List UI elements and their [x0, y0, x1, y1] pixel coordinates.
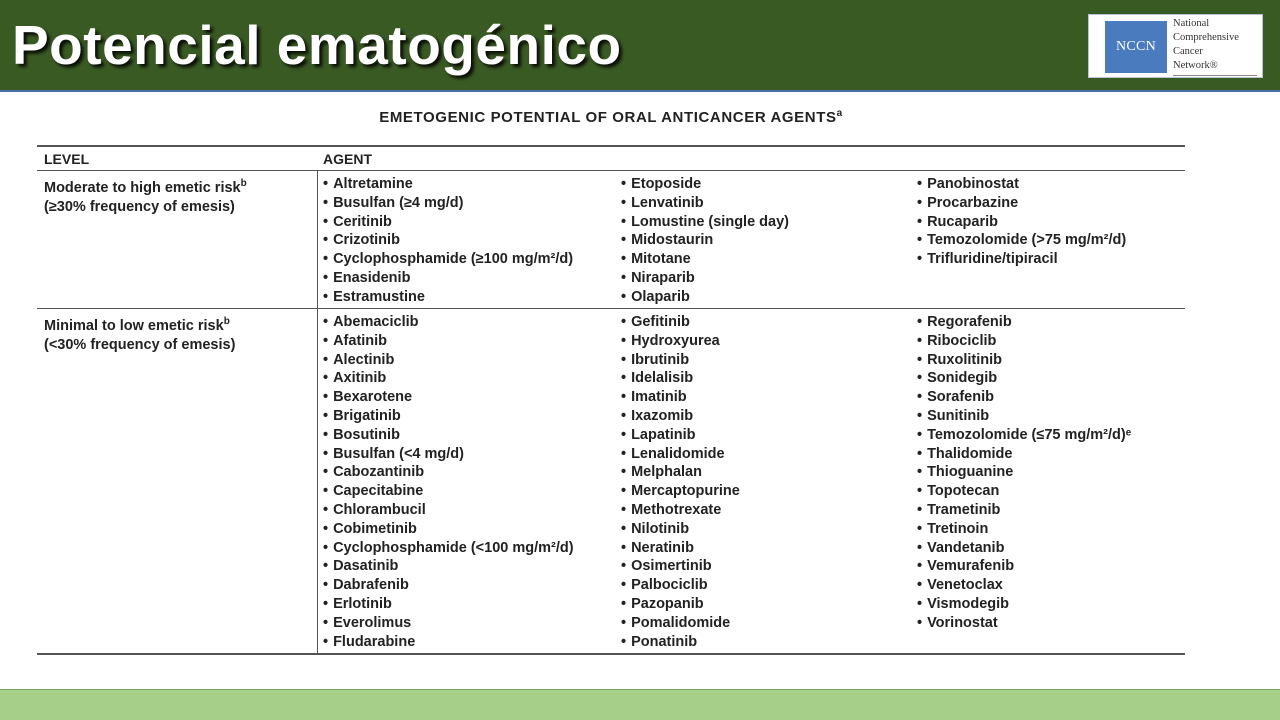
agent-item: • Hydroxyurea [621, 332, 740, 351]
logo-line-1: National [1173, 18, 1210, 29]
agent-item: • Lenalidomide [621, 445, 740, 464]
table-title-footnote: a [836, 108, 843, 119]
logo-underline [1173, 75, 1257, 76]
agent-item: • Everolimus [323, 614, 574, 633]
agent-item: • Lomustine (single day) [621, 213, 789, 232]
header-agent: AGENT [323, 151, 372, 167]
agent-item: • Ibrutinib [621, 351, 740, 370]
agent-item: • Osimertinib [621, 557, 740, 576]
agent-item: • Mercaptopurine [621, 482, 740, 501]
agents-moderate-col3 [917, 175, 1126, 269]
nccn-logo-text [1173, 17, 1263, 73]
agent-item: • Ponatinib [621, 633, 740, 652]
agent-item: • Trifluridine/tipiracil [917, 250, 1126, 269]
agent-item: • Temozolomide (≤75 mg/m²/d)ᵉ [917, 426, 1131, 445]
emetogenic-table [37, 145, 1185, 655]
agent-item: • Sonidegib [917, 369, 1131, 388]
agent-item: • Cobimetinib [323, 520, 574, 539]
agent-item: • Pomalidomide [621, 614, 740, 633]
agent-item: • Dabrafenib [323, 576, 574, 595]
agents-minimal-col2 [621, 313, 740, 651]
level-moderate-high-frequency: (≥30% frequency of emesis) [44, 198, 235, 215]
agent-item: • Afatinib [323, 332, 574, 351]
level-minimal-low-frequency: (<30% frequency of emesis) [44, 336, 236, 353]
agent-item: • Panobinostat [917, 175, 1126, 194]
logo-line-3: Cancer [1173, 46, 1203, 57]
agent-item: • Methotrexate [621, 501, 740, 520]
agent-item: • Idelalisib [621, 369, 740, 388]
agent-item: • Brigatinib [323, 407, 574, 426]
agent-item: • Crizotinib [323, 231, 573, 250]
header-divider [37, 170, 1185, 171]
slide-title: Potencial ematogénico [12, 14, 622, 76]
agent-item: • Vismodegib [917, 595, 1131, 614]
agent-item: • Axitinib [323, 369, 574, 388]
level-moderate-high [44, 174, 314, 217]
agent-item: • Cabozantinib [323, 463, 574, 482]
agent-item: • Venetoclax [917, 576, 1131, 595]
agent-item: • Erlotinib [323, 595, 574, 614]
agent-item: • Dasatinib [323, 557, 574, 576]
agent-item: • Etoposide [621, 175, 789, 194]
level-minimal-low-footnote: b [223, 316, 230, 327]
agent-item: • Palbociclib [621, 576, 740, 595]
agent-item: • Imatinib [621, 388, 740, 407]
agent-item: • Capecitabine [323, 482, 574, 501]
agent-item: • Tretinoin [917, 520, 1131, 539]
agents-minimal-col3 [917, 313, 1131, 633]
level-moderate-high-label: Moderate to high emetic risk [44, 179, 241, 196]
title-bar [0, 0, 1280, 92]
agent-item: • Procarbazine [917, 194, 1126, 213]
agent-item: • Chlorambucil [323, 501, 574, 520]
level-minimal-low-label: Minimal to low emetic risk [44, 317, 224, 334]
level-moderate-high-footnote: b [240, 178, 247, 189]
agent-item: • Ixazomib [621, 407, 740, 426]
logo-line-2: Comprehensive [1173, 32, 1239, 43]
agent-item: • Lapatinib [621, 426, 740, 445]
agent-item: • Altretamine [323, 175, 573, 194]
level-minimal-low [44, 312, 314, 355]
column-divider [317, 170, 318, 655]
agent-item: • Cyclophosphamide (≥100 mg/m²/d) [323, 250, 573, 269]
agent-item: • Cyclophosphamide (<100 mg/m²/d) [323, 539, 574, 558]
agents-moderate-col2 [621, 175, 789, 307]
agent-item: • Pazopanib [621, 595, 740, 614]
agent-item: • Alectinib [323, 351, 574, 370]
agent-item: • Midostaurin [621, 231, 789, 250]
agent-item: • Topotecan [917, 482, 1131, 501]
agent-item: • Busulfan (≥4 mg/d) [323, 194, 573, 213]
agent-item: • Trametinib [917, 501, 1131, 520]
table-title [0, 108, 1222, 126]
agents-minimal-col1 [323, 313, 574, 651]
agent-item: • Thioguanine [917, 463, 1131, 482]
agent-item: • Ruxolitinib [917, 351, 1131, 370]
row-divider [37, 308, 1185, 309]
agent-item: • Neratinib [621, 539, 740, 558]
agent-item: • Sorafenib [917, 388, 1131, 407]
nccn-logo-box: NCCN [1105, 21, 1167, 73]
agent-item: • Busulfan (<4 mg/d) [323, 445, 574, 464]
agent-item: • Gefitinib [621, 313, 740, 332]
agent-item: • Sunitinib [917, 407, 1131, 426]
agent-item: • Mitotane [621, 250, 789, 269]
agent-item: • Fludarabine [323, 633, 574, 652]
agent-item: • Ribociclib [917, 332, 1131, 351]
agent-item: • Lenvatinib [621, 194, 789, 213]
agent-item: • Melphalan [621, 463, 740, 482]
agent-item: • Thalidomide [917, 445, 1131, 464]
logo-line-4: Network® [1173, 60, 1218, 71]
agent-item: • Olaparib [621, 288, 789, 307]
agent-item: • Bosutinib [323, 426, 574, 445]
agent-item: • Vandetanib [917, 539, 1131, 558]
agent-item: • Temozolomide (>75 mg/m²/d) [917, 231, 1126, 250]
agent-item: • Vemurafenib [917, 557, 1131, 576]
agent-item: • Rucaparib [917, 213, 1126, 232]
footer-bar [0, 689, 1280, 720]
agent-item: • Nilotinib [621, 520, 740, 539]
agent-item: • Abemaciclib [323, 313, 574, 332]
agent-item: • Enasidenib [323, 269, 573, 288]
table-title-text: EMETOGENIC POTENTIAL OF ORAL ANTICANCER AGENTS [379, 109, 837, 126]
agent-item: • Estramustine [323, 288, 573, 307]
agent-item: • Niraparib [621, 269, 789, 288]
agent-item: • Vorinostat [917, 614, 1131, 633]
agent-item: • Regorafenib [917, 313, 1131, 332]
nccn-logo [1088, 14, 1263, 78]
agents-moderate-col1 [323, 175, 573, 307]
agent-item: • Ceritinib [323, 213, 573, 232]
agent-item: • Bexarotene [323, 388, 574, 407]
header-level: LEVEL [44, 151, 90, 167]
